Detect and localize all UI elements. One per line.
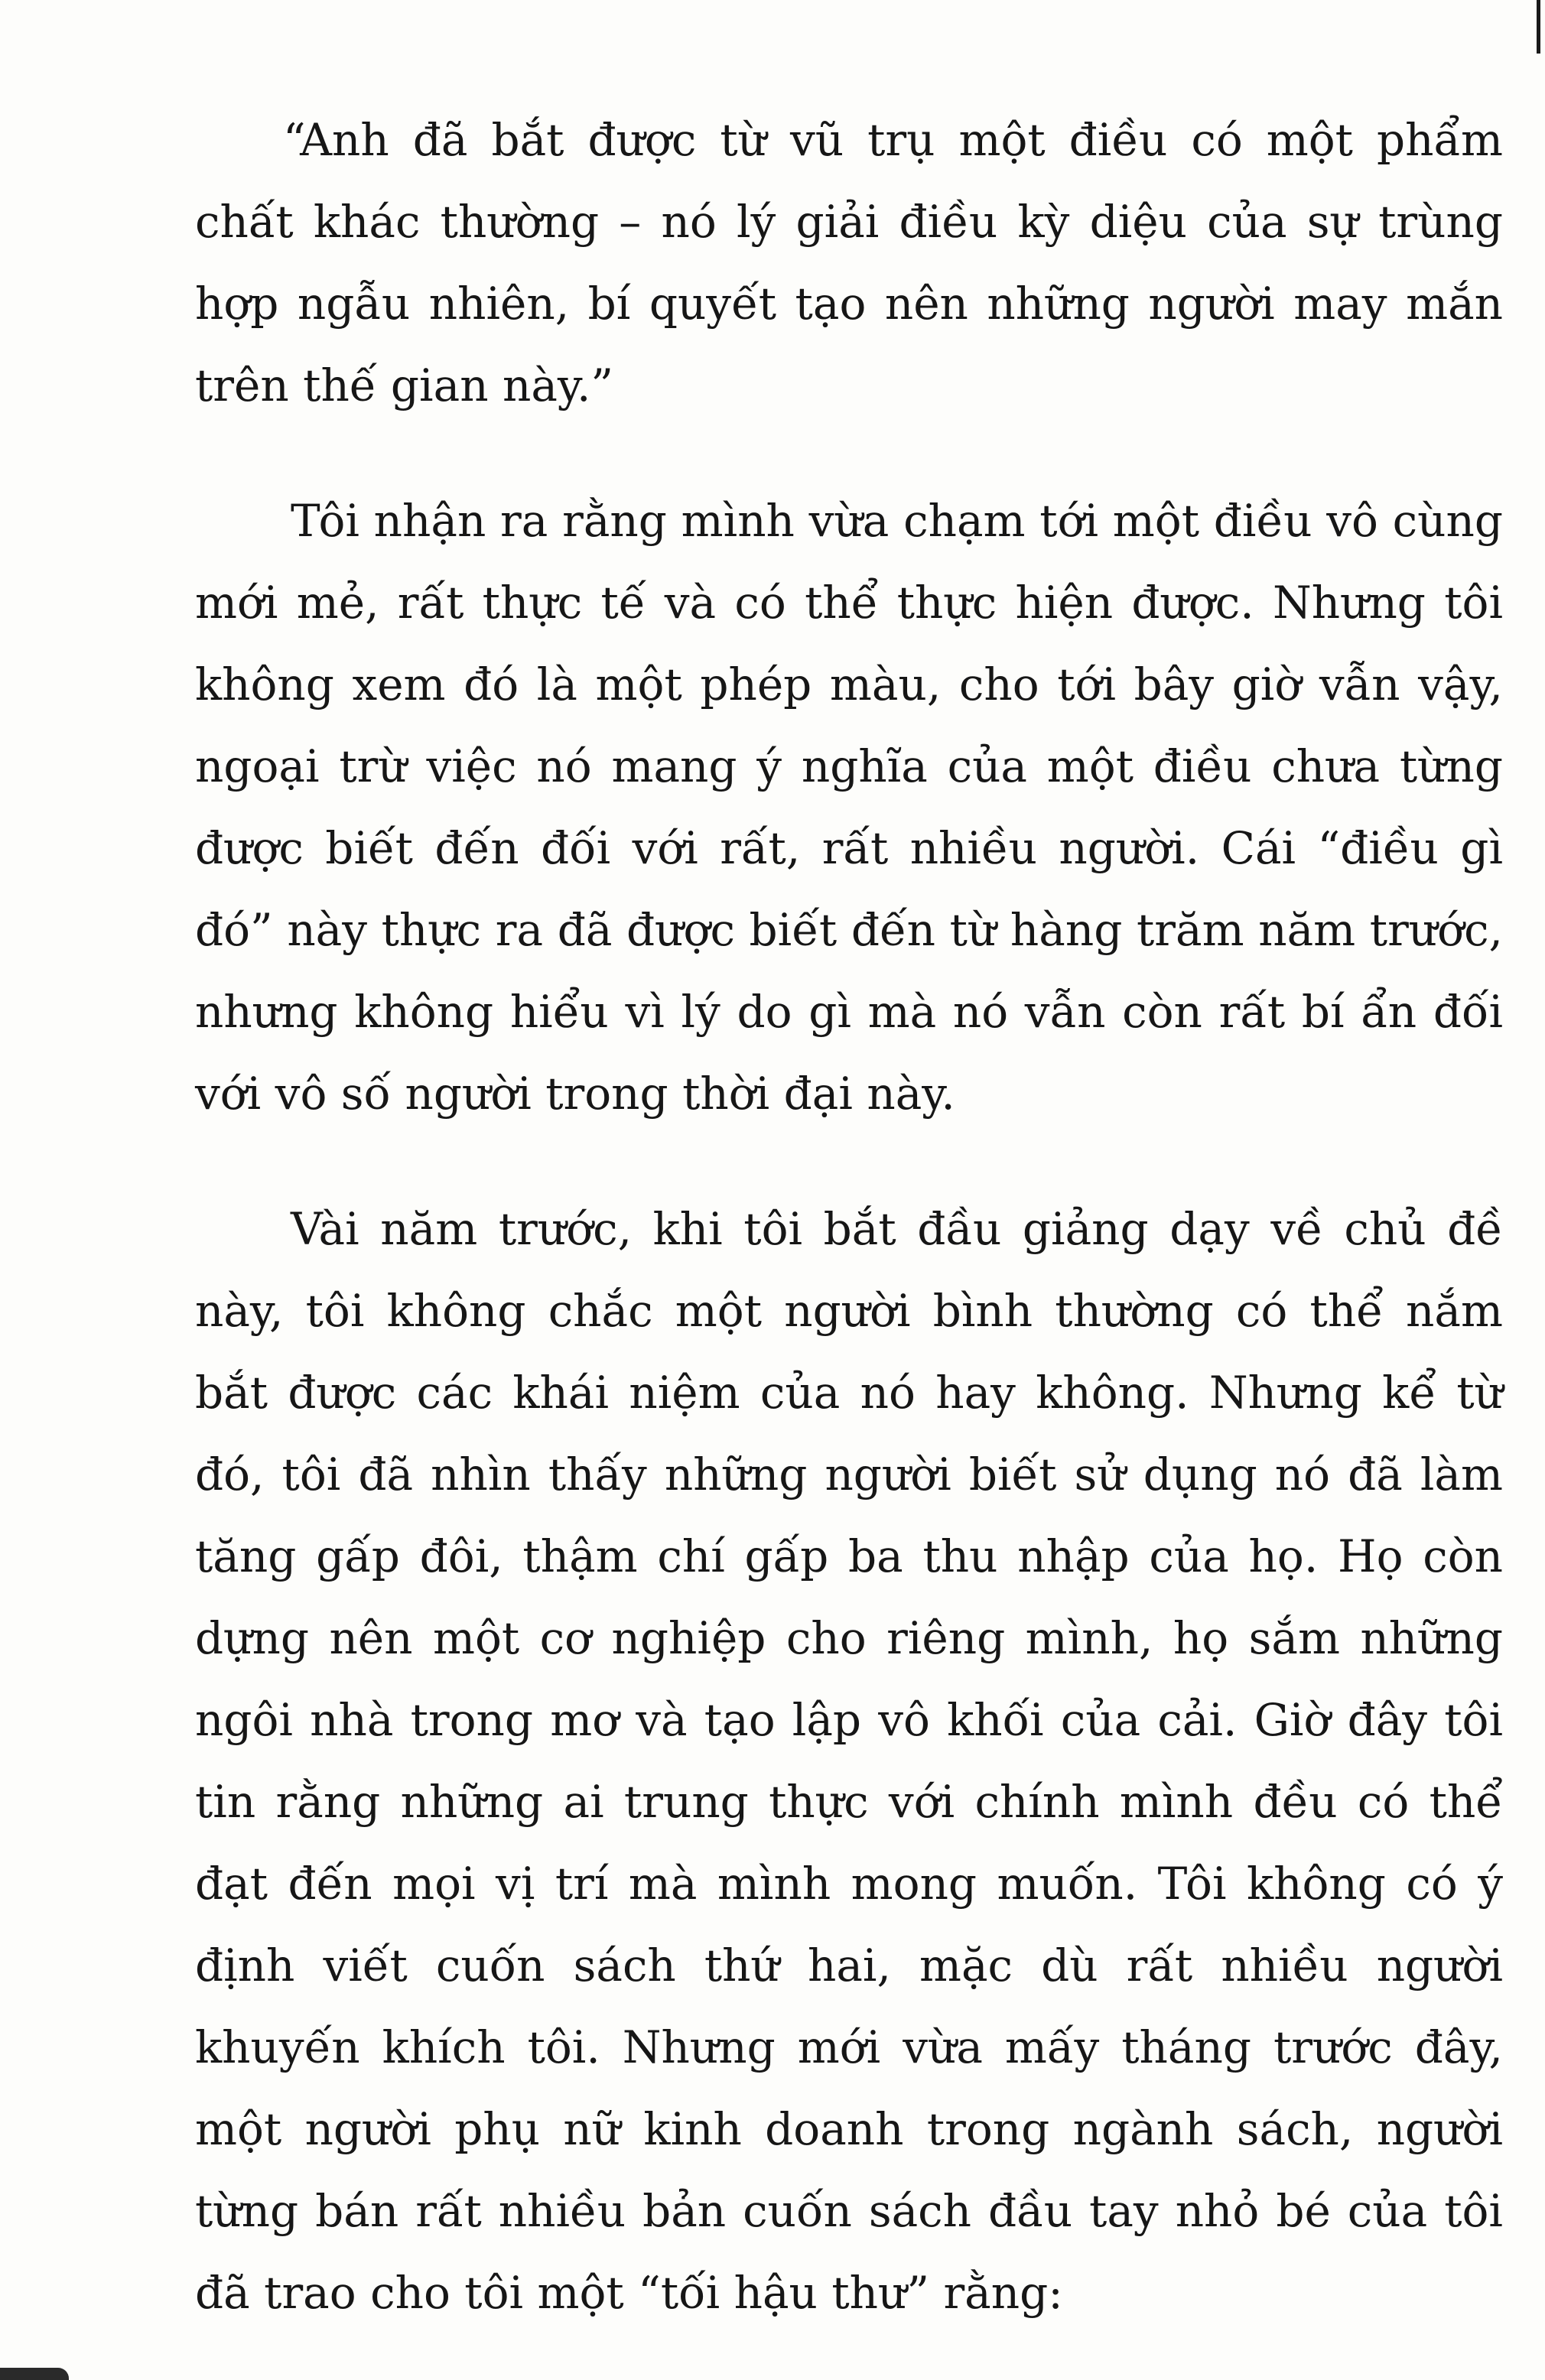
paragraph-realization: Tôi nhận ra rằng mình vừa chạm tới một điều vô cùng mới mẻ, rất thực tế và có thể thực hiện được. Nhưng tôi không xem đó là một phép màu, cho tới bây giờ vẫn vậy, ngoại trừ việc nó mang ý nghĩa của một điều chưa từng được biết đến đối với rất, rất nhiều người. Cái “điều gì đó” này thực ra đã được biết đến từ hàng trăm năm trước, nhưng không hiểu vì lý do gì mà nó vẫn còn rất bí ẩn đối với vô số người trong thời đại này. — [195, 495, 1503, 1120]
scan-edge-smudge — [0, 2368, 69, 2380]
paragraph-teaching: Vài năm trước, khi tôi bắt đầu giảng dạy về chủ đề này, tôi không chắc một người bình thường có thể nắm bắt được các khái niệm của nó hay không. Nhưng kể từ đó, tôi đã nhìn thấy những người biết sử dụng nó đã làm tăng gấp đôi, thậm chí gấp ba thu nhập của họ. Họ còn dựng nên một cơ nghiệp cho riêng mình, họ sắm những ngôi nhà trong mơ và tạo lập vô khối của cải. Giờ đây tôi tin rằng những ai trung thực với chính mình đều có thể đạt đến mọi vị trí mà mình mong muốn. Tôi không có ý định viết cuốn sách thứ hai, mặc dù rất nhiều người khuyến khích tôi. Nhưng mới vừa mấy tháng trước đây, một người phụ nữ kinh doanh trong ngành sách, người từng bán rất nhiều bản cuốn sách đầu tay nhỏ bé của tôi đã trao cho tôi một “tối hậu thư” rằng: — [195, 1203, 1503, 2319]
body-text — [195, 99, 1503, 2334]
paragraph-quote: “Anh đã bắt được từ vũ trụ một điều có một phẩm chất khác thường – nó lý giải điều kỳ diệu của sự trùng hợp ngẫu nhiên, bí quyết tạo nên những người may mắn trên thế gian này.” — [195, 114, 1503, 411]
binding-edge — [1537, 0, 1540, 54]
